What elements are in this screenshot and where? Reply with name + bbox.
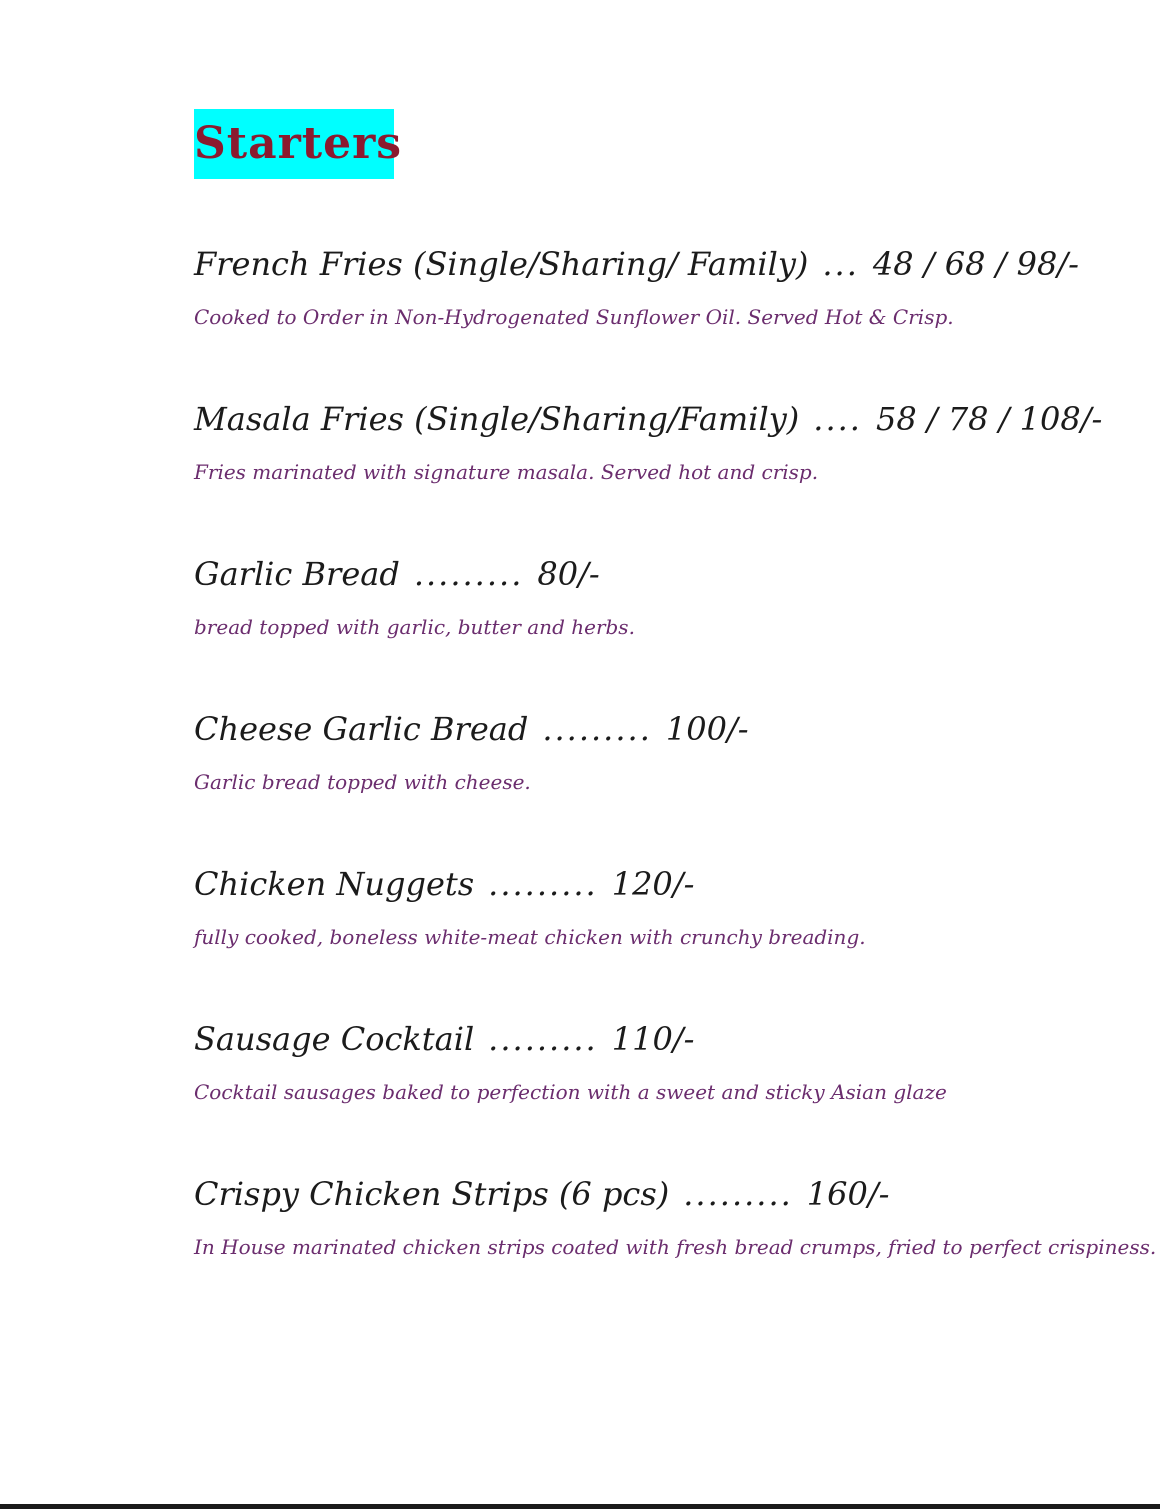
page-bottom-border [0, 1504, 1160, 1509]
item-price: 100/- [665, 710, 749, 748]
menu-item-garlic-bread [194, 554, 1134, 640]
menu-item-cheese-garlic-bread [194, 709, 1134, 795]
item-separator: ......... [413, 555, 524, 593]
menu-item-chicken-nuggets [194, 864, 1134, 950]
item-separator: ......... [488, 1020, 598, 1058]
item-price: 120/- [611, 865, 695, 903]
item-separator: ......... [488, 865, 598, 903]
item-price: 58 / 78 / 108/- [875, 400, 1103, 438]
item-price: 48 / 68 / 98/- [872, 245, 1079, 283]
item-name: Chicken Nuggets [194, 865, 475, 903]
item-heading [194, 554, 1134, 594]
item-description: Fries marinated with signature masala. Served hot and crisp. [194, 460, 819, 484]
item-name: Cheese Garlic Bread [194, 710, 529, 748]
item-heading [194, 709, 1134, 749]
item-heading [194, 1174, 1134, 1214]
item-description: Cooked to Order in Non-Hydrogenated Sunflower Oil. Served Hot & Crisp. [194, 305, 954, 329]
item-name: Garlic Bread [194, 555, 400, 593]
item-description: fully cooked, boneless white-meat chicken with crunchy breading. [194, 925, 866, 949]
menu-item-sausage-cocktail [194, 1019, 1134, 1105]
item-name: Sausage Cocktail [194, 1020, 475, 1058]
item-name: Masala Fries (Single/Sharing/Family) [194, 400, 800, 438]
item-description: bread topped with garlic, butter and herbs. [194, 615, 635, 639]
menu-item-french-fries [194, 244, 1134, 330]
item-price: 80/- [537, 555, 600, 593]
item-heading [194, 1019, 1134, 1059]
item-heading [194, 399, 1134, 439]
item-name: Crispy Chicken Strips (6 pcs) [194, 1175, 670, 1213]
menu-item-crispy-chicken-strips [194, 1174, 1157, 1260]
item-price: 160/- [806, 1175, 890, 1213]
item-name: French Fries (Single/Sharing/ Family) [194, 245, 809, 283]
item-heading [194, 244, 1134, 284]
item-separator: ......... [683, 1175, 793, 1213]
item-description: Cocktail sausages baked to perfection with a sweet and sticky Asian glaze [194, 1080, 947, 1104]
item-separator: .... [813, 400, 862, 438]
item-description: Garlic bread topped with cheese. [194, 770, 531, 794]
item-separator: ......... [542, 710, 652, 748]
menu-item-masala-fries [194, 399, 1134, 485]
item-price: 110/- [611, 1020, 695, 1058]
item-separator: ... [822, 245, 859, 283]
item-description: In House marinated chicken strips coated with fresh bread crumps, fried to perfect crispiness. [194, 1235, 1157, 1259]
section-title: Starters [194, 109, 394, 179]
item-heading [194, 864, 1134, 904]
